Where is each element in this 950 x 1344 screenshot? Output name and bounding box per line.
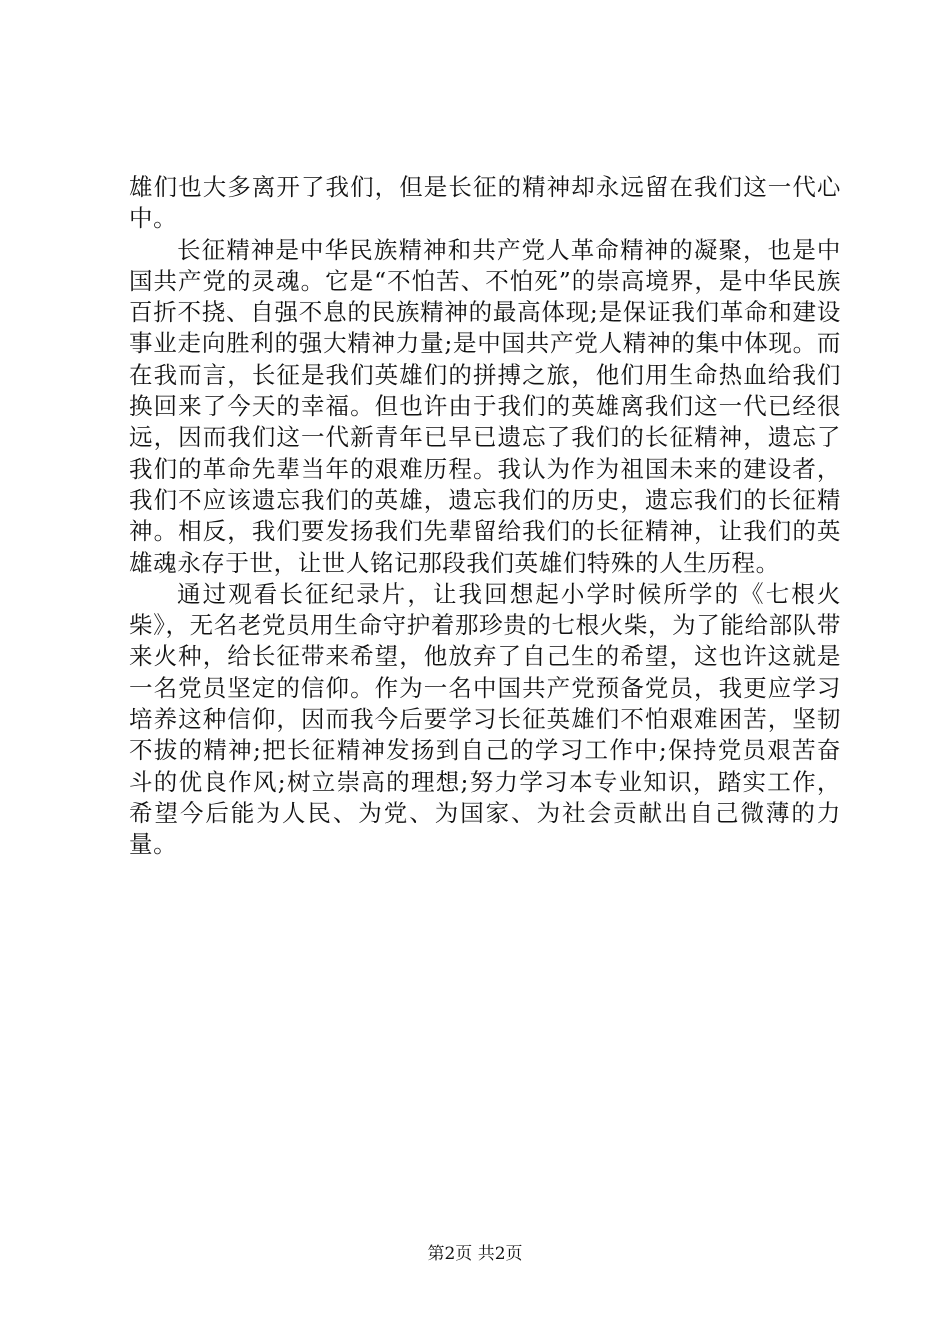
document-body [129, 172, 841, 861]
page-number-footer: 第2页 共2页 [427, 1244, 523, 1264]
paragraph-seven-matches: 通过观看长征纪录片，让我回想起小学时候所学的《七根火柴》，无名老党员用生命守护着那珍贵的七根火柴，为了能给部队带来火种，给长征带来希望，他放弃了自己生的希望，这也许这就是一名党员坚定的信仰。作为一名中国共产党预备党员，我更应学习培养这种信仰，因而我今后要学习长征英雄们不怕艰难困苦，坚韧不拔的精神;把长征精神发扬到自己的学习工作中;保持党员艰苦奋斗的优良作风;树立崇高的理想;努力学习本专业知识，踏实工作，希望今后能为人民、为党、为国家、为社会贡献出自己微薄的力量。 [129, 579, 841, 859]
paragraph-long-march-spirit: 长征精神是中华民族精神和共产党人革命精神的凝聚，也是中国共产党的灵魂。它是“不怕苦、不怕死”的崇高境界，是中华民族百折不挠、自强不息的民族精神的最高体现;是保证我们革命和建设事业走向胜利的强大精神力量;是中国共产党人精神的集中体现。而在我而言，长征是我们英雄们的拼搏之旅，他们用生命热血给我们换回来了今天的幸福。但也许由于我们的英雄离我们这一代已经很远，因而我们这一代新青年已早已遗忘了我们的长征精神，遗忘了我们的革命先辈当年的艰难历程。我认为作为祖国未来的建设者，我们不应该遗忘我们的英雄，遗忘我们的历史，遗忘我们的长征精神。相反，我们要发扬我们先辈留给我们的长征精神，让我们的英雄魂永存于世，让世人铭记那段我们英雄们特殊的人生历程。 [129, 235, 841, 577]
paragraph-continuation: 雄们也大多离开了我们，但是长征的精神却永远留在我们这一代心中。 [129, 173, 841, 233]
